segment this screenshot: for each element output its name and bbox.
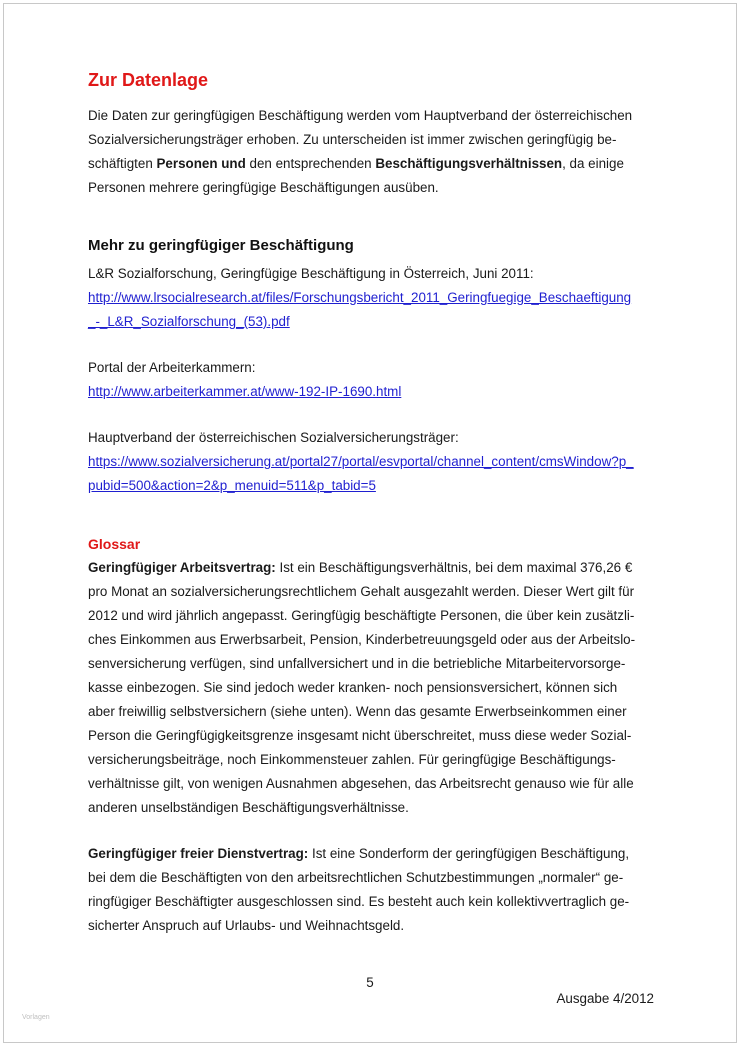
intro-line: Sozialversicherungsträger erhoben. Zu unterscheiden ist immer zwischen geringfügig be- [88, 132, 617, 147]
reference-link[interactable]: http://www.arbeiterkammer.at/www-192-IP-1690.html [88, 384, 402, 399]
glossary-entry [88, 842, 660, 938]
watermark: Vorlagen [22, 1014, 50, 1021]
glossary-line: senversicherung verfügen, sind unfallversichert und in die betriebliche Mitarbeitervorsorge- [88, 656, 626, 671]
glossary-entry [88, 556, 660, 820]
reference-link[interactable]: https://www.sozialversicherung.at/portal27/portal/esvportal/channel_content/cmsWindow?p_ pubid=500&action=2&p_menuid=511&p_tabid=5 [88, 454, 634, 493]
intro-line: schäftigten Personen und den entsprechenden Beschäftigungsverhältnissen, da einige [88, 156, 624, 171]
reference-item [88, 356, 660, 404]
glossary-term: Geringfügiger freier Dienstvertrag: [88, 846, 309, 861]
glossary-term: Geringfügiger Arbeitsvertrag: [88, 560, 276, 575]
glossary-line: Person die Geringfügigkeitsgrenze insgesamt nicht überschreitet, muss diese weder Sozial- [88, 728, 632, 743]
reference-item [88, 426, 660, 498]
glossary-line: sicherter Anspruch auf Urlaubs- und Weihnachtsgeld. [88, 918, 405, 933]
reference-label: Hauptverband der österreichischen Sozialversicherungsträger: [88, 430, 459, 445]
edition-label: Ausgabe 4/2012 [556, 991, 654, 1006]
reference-label: Portal der Arbeiterkammern: [88, 360, 256, 375]
reference-item [88, 262, 660, 334]
glossary-line: ches Einkommen aus Erwerbsarbeit, Pension, Kinderbetreuungsgeld oder aus der Arbeitslo- [88, 632, 636, 647]
reference-link[interactable]: http://www.lrsocialresearch.at/files/Forschungsbericht_2011_Geringfuegige_Beschaeftigung _-_L&R_Sozialforschung_(53).pdf [88, 290, 632, 329]
glossary-line: verhältnisse gilt, von wenigen Ausnahmen abgesehen, das Arbeitsrecht genauso wie für alle [88, 776, 634, 791]
intro-line: Die Daten zur geringfügigen Beschäftigung werden vom Hauptverband der österreichischen [88, 108, 633, 123]
glossary-line: Geringfügiger Arbeitsvertrag: Ist ein Beschäftigungsverhältnis, bei dem maximal 376,26 € [88, 560, 633, 575]
glossary-line: kasse einbezogen. Sie sind jedoch weder kranken- noch pensionsversichert, können sich [88, 680, 618, 695]
glossary-line: ringfügiger Beschäftigter ausgeschlossen sind. Es besteht auch kein kollektivvertraglich ge- [88, 894, 630, 909]
page-number: 5 [366, 975, 374, 990]
glossary-line: pro Monat an sozialversicherungsrechtlichem Gehalt ausgezahlt werden. Dieser Wert gilt für [88, 584, 635, 599]
glossary-line: Geringfügiger freier Dienstvertrag: Ist eine Sonderform der geringfügigen Beschäftigung, [88, 846, 630, 861]
reference-label: L&R Sozialforschung, Geringfügige Beschäftigung in Österreich, Juni 2011: [88, 266, 534, 281]
glossary-line: bei dem die Beschäftigten von den arbeitsrechtlichen Schutzbestimmungen „normaler“ ge- [88, 870, 624, 885]
glossary-line: anderen unselbständigen Beschäftigungsverhältnisse. [88, 800, 409, 815]
section-title: Zur Datenlage [88, 70, 209, 90]
glossary-line: aber freiwillig selbstversichern (siehe unten). Wenn das gesamte Erwerbseinkommen einer [88, 704, 627, 719]
glossary-line: versicherungsbeiträge, noch Einkommensteuer zahlen. Für geringfügige Beschäftigungs- [88, 752, 616, 767]
glossary-line: 2012 und wird jährlich angepasst. Geringfügig beschäftigte Personen, die über kein zusätzli- [88, 608, 635, 623]
more-heading: Mehr zu geringfügiger Beschäftigung [88, 237, 354, 254]
document-body [88, 66, 660, 938]
emphasis: Personen und [156, 156, 246, 171]
intro-line: Personen mehrere geringfügige Beschäftigungen ausüben. [88, 180, 439, 195]
glossary-title: Glossar [88, 536, 141, 552]
intro-paragraph [88, 104, 660, 200]
emphasis: Beschäftigungsverhältnissen [375, 156, 563, 171]
